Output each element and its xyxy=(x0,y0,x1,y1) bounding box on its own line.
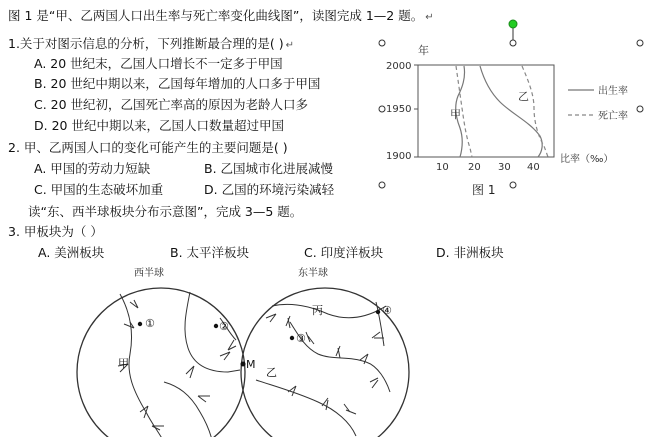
q1-option-b[interactable]: B. 20 世纪中期以来，乙国每年增加的人口多于甲国 xyxy=(34,76,321,91)
q3-option-c[interactable]: C. 印度洋板块 xyxy=(304,245,384,260)
chart-frame xyxy=(418,65,554,157)
legend-birth-label: 出生率 xyxy=(598,86,628,97)
q1-option-c[interactable]: C. 20 世纪初，乙国死亡率高的原因为老龄人口多 xyxy=(34,97,309,112)
resize-handle-icon[interactable] xyxy=(510,40,516,46)
point-3-dot xyxy=(290,336,294,340)
west-boundary-line xyxy=(164,382,212,437)
paragraph-mark-icon: ↵ xyxy=(425,12,434,23)
resize-handle-icon[interactable] xyxy=(379,106,385,112)
point-3-label: ③ xyxy=(296,332,306,345)
q1-option-a[interactable]: A. 20 世纪末，乙国人口增长不一定多于甲国 xyxy=(34,56,283,71)
region-yi-label: 乙 xyxy=(518,90,529,103)
birth-rate-yi-line xyxy=(480,66,542,157)
plate-jia-label: 甲 xyxy=(118,357,129,370)
point-m-dot xyxy=(241,362,246,367)
resize-handle-icon[interactable] xyxy=(379,40,385,46)
x-axis-label: 比率（‰） xyxy=(560,154,614,165)
q2-option-b[interactable]: B. 乙国城市化进展减慢 xyxy=(204,161,334,176)
figure1-chart xyxy=(372,18,656,208)
q2-option-a[interactable]: A. 甲国的劳动力短缺 xyxy=(34,161,151,176)
y-tick-2000: 2000 xyxy=(386,61,412,72)
resize-handle-icon[interactable] xyxy=(637,40,643,46)
q2-option-d[interactable]: D. 乙国的环境污染减轻 xyxy=(204,182,335,197)
q3-option-d[interactable]: D. 非洲板块 xyxy=(436,245,504,260)
plate-motion-arrows xyxy=(266,314,384,414)
q3-stem: 3. 甲板块为（ ） xyxy=(8,224,103,239)
point-1-dot xyxy=(138,322,142,326)
plate-yi-label: 乙 xyxy=(266,366,277,379)
legend-death-label: 死亡率 xyxy=(598,111,628,122)
resize-handle-icon[interactable] xyxy=(379,182,385,188)
q2-stem: 2. 甲、乙两国人口的变化可能产生的主要问题是( ) xyxy=(8,140,288,155)
region-jia-label: 甲 xyxy=(450,108,461,121)
point-4-label: ④ xyxy=(382,304,392,317)
x-tick-30: 30 xyxy=(498,162,511,173)
rotate-handle-icon[interactable] xyxy=(509,20,517,28)
east-hemisphere-label: 东半球 xyxy=(298,268,328,279)
q3-option-a[interactable]: A. 美洲板块 xyxy=(38,245,105,260)
y-axis-label: 年 xyxy=(418,44,429,57)
intro-hemisphere: 读“东、西半球板块分布示意图”，完成 3—5 题。 xyxy=(28,204,303,219)
east-boundary-line xyxy=(256,380,356,436)
x-tick-20: 20 xyxy=(468,162,481,173)
west-hemisphere-label: 西半球 xyxy=(134,268,164,279)
death-rate-yi-line xyxy=(522,66,548,157)
q1-stem: 1.关于对图示信息的分析，下列推断最合理的是( ) ↵ xyxy=(8,36,295,51)
y-tick-1900: 1900 xyxy=(386,151,412,162)
y-tick-1950: 1950 xyxy=(386,104,412,115)
point-1-label: ① xyxy=(145,317,155,330)
paragraph-mark-icon: ↵ xyxy=(285,40,295,51)
point-4-dot xyxy=(376,310,380,314)
west-hemisphere-circle xyxy=(77,288,245,437)
intro-figure1: 图 1 是“甲、乙两国人口出生率与死亡率变化曲线图”，读图完成 1—2 题。 ↵ xyxy=(8,8,434,23)
point-2-label: ② xyxy=(219,320,229,333)
resize-handle-icon[interactable] xyxy=(510,182,516,188)
plate-bing-label: 丙 xyxy=(312,304,323,317)
x-tick-40: 40 xyxy=(527,162,540,173)
q2-option-c[interactable]: C. 甲国的生态破坏加重 xyxy=(34,182,164,197)
west-boundary-line xyxy=(185,292,240,372)
q1-option-d[interactable]: D. 20 世纪中期以来，乙国人口数量超过甲国 xyxy=(34,118,284,133)
x-tick-10: 10 xyxy=(436,162,449,173)
figure1-caption: 图 1 xyxy=(472,183,496,197)
point-m-label: M xyxy=(246,358,256,371)
hemisphere-map xyxy=(60,262,430,437)
east-boundary-line xyxy=(272,304,386,317)
q3-option-b[interactable]: B. 太平洋板块 xyxy=(170,245,250,260)
resize-handle-icon[interactable] xyxy=(637,106,643,112)
point-2-dot xyxy=(214,324,218,328)
